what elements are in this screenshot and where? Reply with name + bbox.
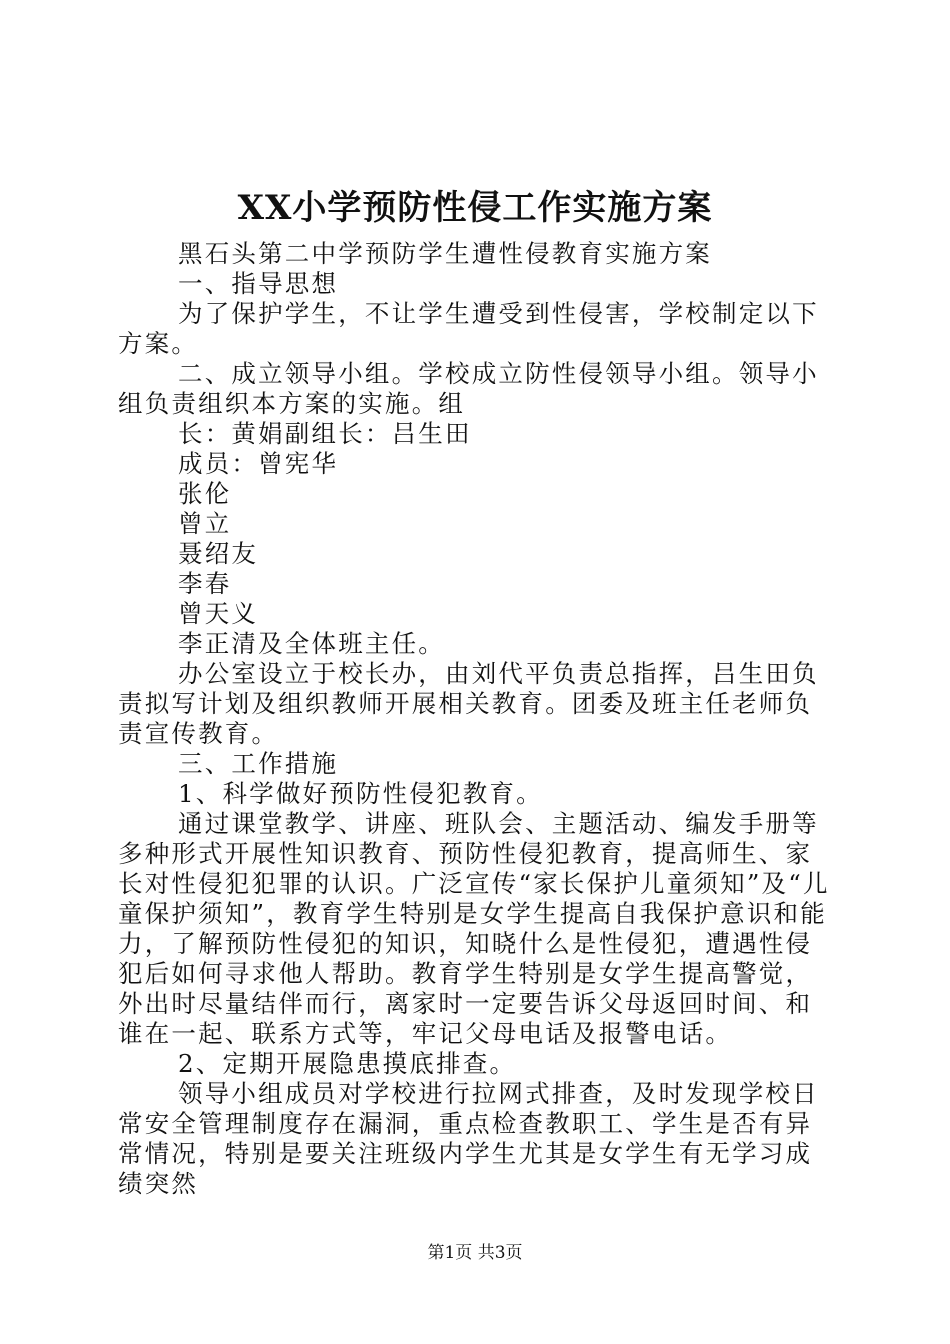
document-body bbox=[118, 239, 838, 1199]
section-heading-leadership-group: 二、成立领导小组。学校成立防性侵领导小组。领导小组负责组织本方案的实施。组 bbox=[118, 359, 819, 418]
member-name: 张伦 bbox=[178, 479, 232, 508]
paragraph-education: 通过课堂教学、讲座、班队会、主题活动、编发手册等多种形式开展性知识教育、预防性侵犯教育，提高师生、家长对性侵犯犯罪的认识。广泛宣传“家长保护儿童须知”及“儿童保护须知”，教育学生特别是女学生提高自我保护意识和能力，了解预防性侵犯的知识，知晓什么是性侵犯，遭遇性侵犯后如何寻求他人帮助。教育学生特别是女学生提高警觉，外出时尽量结伴而行，离家时一定要告诉父母返回时间、和谁在一起、联系方式等，牢记父母电话及报警电话。 bbox=[118, 809, 830, 1048]
member-name: 李春 bbox=[178, 569, 232, 598]
subheading-inspection: 2、定期开展隐患摸底排查。 bbox=[178, 1049, 517, 1078]
section-heading-guiding-thought: 一、指导思想 bbox=[178, 269, 339, 298]
page-number-footer: 第1页 共3页 bbox=[427, 1243, 523, 1263]
paragraph-group-leaders: 长：黄娟副组长：吕生田 bbox=[178, 419, 472, 448]
paragraph-members: 成员：曾宪华 bbox=[178, 449, 339, 478]
document-title: XX小学预防性侵工作实施方案 bbox=[237, 188, 713, 228]
member-name: 聂绍友 bbox=[178, 539, 259, 568]
subheading-education: 1、科学做好预防性侵犯教育。 bbox=[178, 779, 543, 808]
paragraph-purpose: 为了保护学生，不让学生遭受到性侵害，学校制定以下方案。 bbox=[118, 299, 819, 358]
paragraph-inspection: 领导小组成员对学校进行拉网式排查，及时发现学校日常安全管理制度存在漏洞，重点检查教职工、学生是否有异常情况，特别是要关注班级内学生尤其是女学生有无学习成绩突然 bbox=[118, 1079, 819, 1198]
paragraph-subtitle: 黑石头第二中学预防学生遭性侵教育实施方案 bbox=[178, 239, 712, 268]
paragraph-office: 办公室设立于校长办，由刘代平负责总指挥，吕生田负责拟写计划及组织教师开展相关教育。团委及班主任老师负责宣传教育。 bbox=[118, 659, 819, 748]
member-name: 曾天义 bbox=[178, 599, 259, 628]
member-name: 李正清及全体班主任。 bbox=[178, 629, 445, 658]
section-heading-measures: 三、工作措施 bbox=[178, 749, 339, 778]
member-name: 曾立 bbox=[178, 509, 232, 538]
